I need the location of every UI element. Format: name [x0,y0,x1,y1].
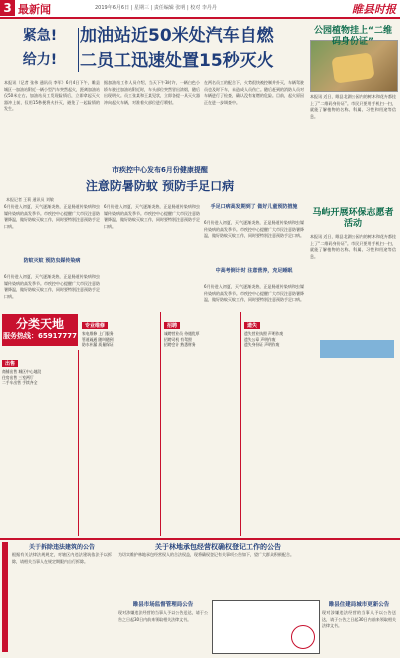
classifieds-logo-text: 分类天地 [15,317,64,331]
classifieds-logo [2,314,78,346]
notice-left-title: 关于拆除违法建筑的公告 [28,544,95,551]
classified-column [2,350,79,536]
health-banner [60,165,260,194]
health-body-col2: 6月份进入初夏，天气逐渐炎热，正是肠道传染病和虫媒传染病的高发季节。市疾控中心提醒广大市民注意防暑降温，做好防蚊灭蚊工作，同时要特别注意预防手足口病。 [104,204,200,229]
notice-right-title: 睢县住建局城市更新公告 [328,602,390,608]
notice-bottom-body: 现对涉嫌违法经营的当事人予以公告送达，请于公告之日起30日内前来领取相关法律文书。 [118,610,208,622]
right-subhead: 马屿开展环保志愿者活动 [312,208,394,229]
headline [80,24,304,74]
right-story-body: 本报讯 近日，睢县北湖公园内的树木和花卉都挂上了“二维码身份证”。市民只要用手机扫一扫，就能了解植物的名称、科属、习性和用途等信息。 [310,94,396,119]
health-side3-title: 中高考倒计时 注意营养，充足睡眠 [215,268,293,274]
health-side1-body: 6月份进入初夏，天气逐渐炎热，正是肠道传染病和虫媒传染病的高发季节。市疾控中心提醒广大市民注意防暑降温，做好防蚊灭蚊工作，同时要特别注意预防手足口病。 [4,274,100,299]
classified-category: 出售 [2,360,18,367]
notices-section [0,538,400,658]
classified-column [244,312,318,536]
classified-line: 二手车出售 手续齐全 [2,380,38,386]
kicker-line1: 紧急! [22,28,58,44]
classified-line: 遗失身份证 声明作废 [244,342,280,348]
masthead [0,0,400,19]
classified-category: 招聘 [164,322,180,329]
right-subhead-body: 本报讯 近日，睢县北湖公园内的树木和花卉都挂上了“二维码身份证”。市民只要用手机扫一扫，就能了解植物的名称、科属、习性和用途等信息。 [310,234,396,259]
notice-left-body: 根据有关法律法规规定，对辖区内违法建筑依法予以拆除，请相关当事人在规定期限内自行拆除。 [12,552,112,564]
section-title: 最新闻 [18,3,51,16]
classified-column [164,312,241,536]
health-subtitle: 市疾控中心发布6月份健康提醒 [112,166,208,174]
lead-body-col2: 据加油站工作人员介绍，当天下午3时许，一辆白色小轿车驶过加油站附近时，车头部位突然冒出浓烟，随后出现明火。员工张某和王某见状，立即各提一具灭火器冲向起火车辆，对准着火部位进行喷射。 [104,80,200,105]
right-story-title: 公园植物挂上“二维码身份证” [314,26,392,47]
classified-line: 招聘会计 熟悉财务 [164,342,196,348]
classified-line: 家电维修 上门服务 [82,331,114,336]
classified-line: 诚聘营业员 待遇优厚 [164,331,200,336]
classified-category: 遗失 [244,322,260,329]
notice-table-box [212,600,320,654]
health-side2-title: 手足口病高发期到了 做好儿童预防措施 [210,204,298,210]
classified-line: 管道疏通 随叫随到 [82,336,114,342]
official-seal [291,625,315,649]
health-side2-body: 6月份进入初夏，天气逐渐炎热，正是肠道传染病和虫媒传染病的高发季节。市疾控中心提醒广大市民注意防暑降温，做好防蚊灭蚊工作，同时要特别注意预防手足口病。 [204,220,304,238]
issue-meta: 2019年6月6日 | 星期三 | 责任编辑 张明 | 校对 李丹丹 [95,5,217,11]
lead-headline [4,24,304,76]
classified-line: 住房出售 三室两厅 [2,374,34,380]
notice-middle-title: 关于林地承包经营权确权登记工作的公告 [155,543,281,551]
classified-column [82,312,161,536]
notice-right-body: 现对涉嫌违法经营的当事人予以公告送达，请于公告之日起30日内前来领取相关法律文书。 [322,610,396,628]
classified-line: 招聘司机 有驾照 [164,336,192,342]
health-byline: 本报记者 王莉 通讯员 刘敏 [6,197,54,202]
page-number: 3 [0,0,15,16]
kicker-line2: 给力! [22,52,58,68]
notices-stripe [2,542,8,652]
classified-line: 遗失营业执照 声明作废 [244,331,284,336]
notice-bottom-title: 睢县市场监督管理局公告 [132,602,194,608]
headline-line2: 二员工迅速处置15秒灭火 [80,51,274,71]
headline-divider [78,28,79,72]
classified-category: 专业维修 [82,322,108,329]
health-body: 6月份进入初夏，天气逐渐炎热，正是肠道传染病和虫媒传染病的高发季节。市疾控中心提醒广大市民注意防暑降温，做好防蚊灭蚊工作，同时要特别注意预防手足口病。 [4,204,100,229]
lead-body-col1: 本报讯（记者 张伟 通讯员 李军）6月4日下午，睢县城区一加油站附近一辆小型汽车突然起火，距离加油站仅50米左右。加油站员工发现险情后，立即拿起灭火器冲上前，仅用15秒便将火扑灭，避免了一起险情的发生。 [4,80,100,111]
kicker [4,24,76,72]
qr-sign-graphic [331,52,374,83]
classified-line: 遗失公章 声明作废 [244,336,276,342]
newspaper-logo: 睢县时报 [352,3,396,16]
health-side3-body: 6月份进入初夏，天气逐渐炎热，正是肠道传染病和虫媒传染病的高发季节。市疾控中心提醒广大市民注意防暑降温，做好防蚊灭蚊工作，同时要特别注意预防手足口病。 [204,284,304,302]
health-side1-title: 防蚊灭蚊 预防虫媒传染病 [23,258,81,264]
lead-body-col3: 在两名员工的配合下，火势很快被控制并扑灭，车辆驾驶员也及时下车，未造成人员伤亡。随后赶到的消防人员对车辆进行了检查，确认没有复燃的危险。目前，起火原因正在进一步调查中。 [204,80,304,105]
classified-photo [320,340,394,358]
health-title: 注意防暑防蚊 预防手足口病 [85,179,235,193]
classified-line: 商铺出售 城区中心地段 [2,369,42,374]
notice-middle-body: 为切实维护林地承包经营权人的合法权益，现将确权登记有关事项公告如下，望广大群众积极配合。 [118,552,294,557]
classifieds-phone: 服务热线：65917777 [3,332,77,340]
headline-line1: 加油站近50米处汽车自燃 [80,26,274,46]
classified-line: 防水补漏 质量保证 [82,342,114,348]
